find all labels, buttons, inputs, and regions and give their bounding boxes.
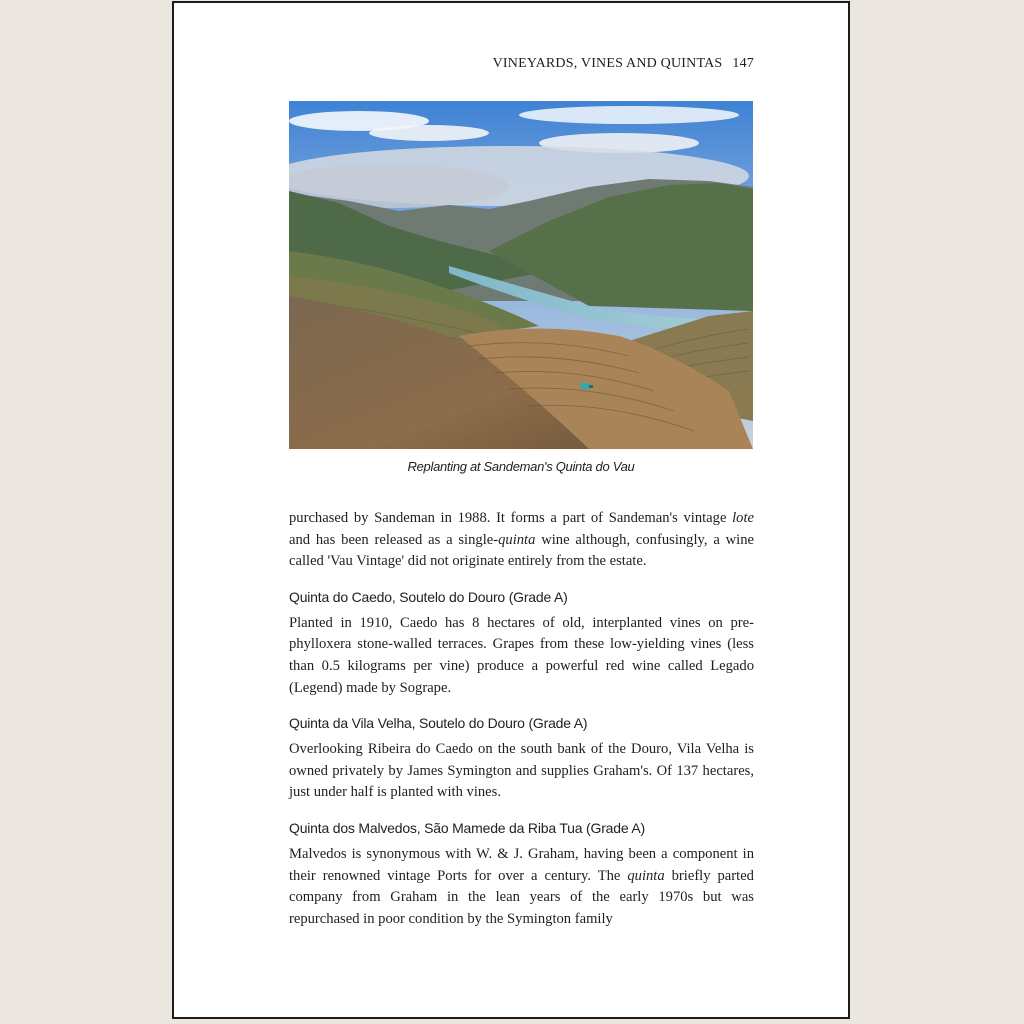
paragraph-caedo: Planted in 1910, Caedo has 8 hectares of old, interplanted vines on pre-phylloxera stone-walled terraces. Grapes from these low-yielding vines (less than 0.5 kilograms per vine) produce a powerful red wine called Legado (Legend) made by Sogrape.	[289, 614, 754, 696]
italic-term: lote	[732, 510, 754, 526]
running-head	[289, 56, 754, 72]
text-run: and has been released as a single-	[289, 531, 499, 548]
text-run: purchased by Sandeman in 1988. It forms a part of Sandeman's vintage	[289, 510, 733, 526]
vineyard-photo	[289, 101, 753, 449]
section-heading-vila-velha: Quinta da Vila Velha, Soutelo do Douro (Grade A)	[289, 715, 588, 732]
text-run: Malvedos is synonymous with W. & J. Graham, having been a component in their renowned vintage Ports for over a century. The	[289, 845, 754, 884]
body-text	[289, 508, 754, 930]
section-heading-malvedos: Quinta dos Malvedos, São Mamede da Riba Tua (Grade A)	[289, 819, 645, 836]
text-run: wine although, confusingly, a wine called 'Vau Vintage' did not originate entirely from the estate.	[289, 531, 754, 570]
running-title: VINEYARDS, VINES AND QUINTAS	[492, 56, 723, 71]
photo-caption: Replanting at Sandeman's Quinta do Vau	[407, 459, 635, 474]
paragraph-continuation	[289, 508, 754, 573]
text-run: briefly parted company from Graham in the lean years of the early 1970s but was repurchased in poor condition by the Symington family	[289, 867, 754, 927]
paragraph-vila-velha: Overlooking Ribeira do Caedo on the south bank of the Douro, Vila Velha is owned privately by James Symington and supplies Graham's. Of 137 hectares, just under half is planted with vines.	[289, 741, 754, 801]
page-number: 147	[732, 56, 754, 71]
italic-term: quinta	[498, 531, 536, 548]
section-heading-caedo: Quinta do Caedo, Soutelo do Douro (Grade A)	[289, 588, 568, 605]
italic-term: quinta	[627, 867, 665, 884]
paragraph-malvedos	[289, 844, 754, 930]
